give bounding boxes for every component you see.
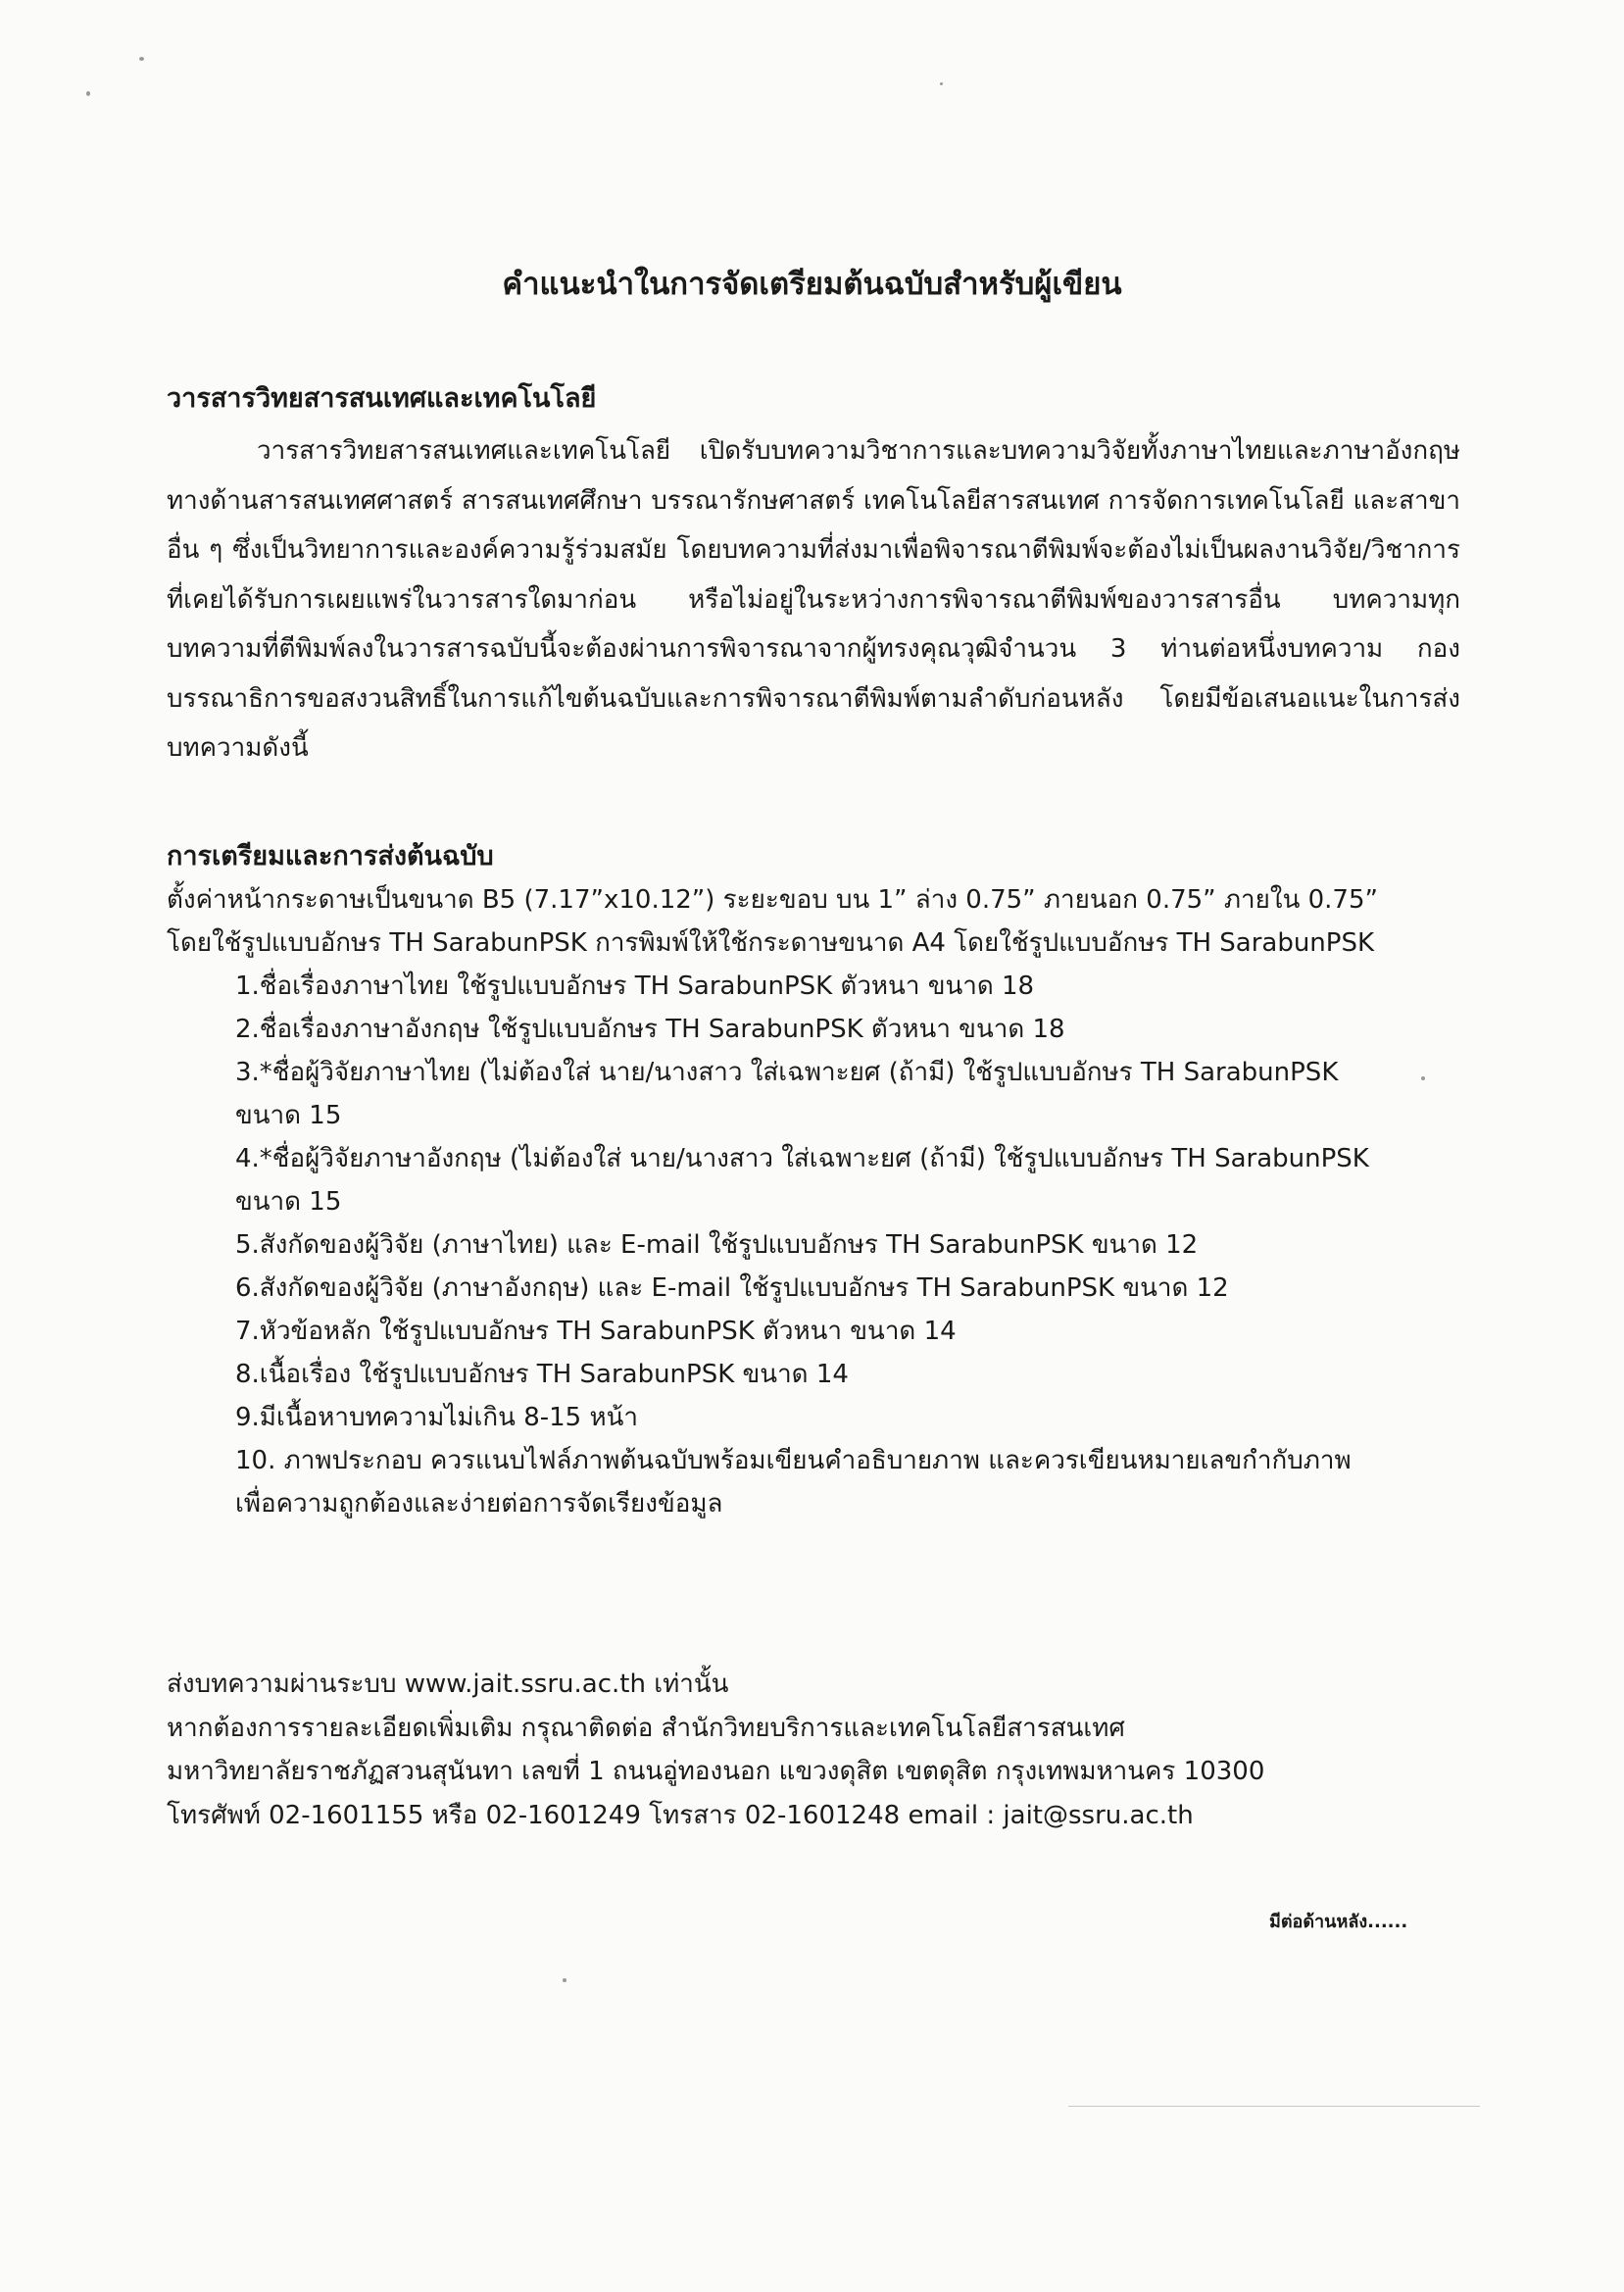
list-item-text: 7.หัวข้อหลัก ใช้รูปแบบอักษร TH SarabunPSK ตัวหนา ขนาด 14	[235, 1317, 957, 1346]
scan-speck	[940, 82, 943, 85]
list-item	[167, 1353, 1460, 1396]
submission-line: ส่งบทความผ่านระบบ www.jait.ssru.ac.th เท่านั้น	[167, 1669, 729, 1699]
preparation-heading: การเตรียมและการส่งต้นฉบับ	[167, 841, 494, 872]
list-item	[167, 1396, 1460, 1439]
list-item-text: 1.ชื่อเรื่องภาษาไทย ใช้รูปแบบอักษร TH SarabunPSK ตัวหนา ขนาด 18	[235, 972, 1035, 1001]
list-item-text: 4.*ชื่อผู้วิจัยภาษาอังกฤษ (ไม่ต้องใส่ นาย/นางสาว ใส่เฉพาะยศ (ถ้ามี) ใช้รูปแบบอักษร TH SarabunPSK	[235, 1144, 1369, 1173]
scan-speck	[139, 57, 144, 61]
contact-line: หากต้องการรายละเอียดเพิ่มเติม กรุณาติดต่อ สำนักวิทยบริการและเทคโนโลยีสารสนเทศ	[167, 1713, 1125, 1743]
preparation-intro-line2: โดยใช้รูปแบบอักษร TH SarabunPSK การพิมพ์ให้ใช้กระดาษขนาด A4 โดยใช้รูปแบบอักษร TH SarabunPSK	[167, 928, 1375, 958]
scan-speck	[86, 91, 90, 96]
list-item-continuation: ขนาด 15	[235, 1187, 342, 1217]
address-line: มหาวิทยาลัยราชภัฏสวนสุนันทา เลขที่ 1 ถนนอู่ทองนอก แขวงดุสิต เขตดุสิต กรุงเทพมหานคร 10300	[167, 1757, 1265, 1786]
journal-section	[167, 377, 1460, 773]
list-item	[167, 1008, 1460, 1051]
list-item-continuation: เพื่อความถูกต้องและง่ายต่อการจัดเรียงข้อมูล	[235, 1489, 723, 1519]
preparation-section	[167, 835, 1460, 1525]
journal-heading: วารสารวิทยสารสนเทศและเทคโนโลยี	[167, 383, 597, 414]
requirements-list	[167, 965, 1460, 1525]
list-item	[167, 1137, 1460, 1223]
contact-block	[167, 1663, 1460, 1837]
list-item-text: 3.*ชื่อผู้วิจัยภาษาไทย (ไม่ต้องใส่ นาย/นางสาว ใส่เฉพาะยศ (ถ้ามี) ใช้รูปแบบอักษร TH SarabunPSK	[235, 1058, 1339, 1087]
list-item	[167, 965, 1460, 1008]
preparation-intro-line1: ตั้งค่าหน้ากระดาษเป็นขนาด B5 (7.17”x10.12”) ระยะขอบ บน 1” ล่าง 0.75” ภายนอก 0.75” ภายใน 0.75”	[167, 885, 1378, 915]
journal-paragraph: วารสารวิทยสารสนเทศและเทคโนโลยี เปิดรับบทความวิชาการและบทความวิจัยทั้งภาษาไทยและภาษาอังกฤษ ทางด้านสารสนเทศศาสตร์ สารสนเทศศึกษา บรรณารักษศาสตร์ เทคโนโลยีสารสนเทศ การจัดการเทคโนโลยี และสาขาอื่น ๆ ซึ่งเป็นวิทยาการและองค์ความรู้ร่วมสมัย โดยบทความที่ส่งมาเพื่อพิจารณาตีพิมพ์จะต้องไม่เป็นผลงานวิจัย/วิชาการที่เคยได้รับการเผยแพร่ในวารสารใดมาก่อน หรือไม่อยู่ในระหว่างการพิจารณาตีพิมพ์ของวารสารอื่น บทความทุกบทความที่ตีพิมพ์ลงในวารสารฉบับนี้จะต้องผ่านการพิจารณาจากผู้ทรงคุณวุฒิจำนวน 3 ท่านต่อหนึ่งบทความ กองบรรณาธิการขอสงวนสิทธิ์ในการแก้ไขต้นฉบับและการพิจารณาตีพิมพ์ตามลำดับก่อนหลัง โดยมีข้อเสนอแนะในการส่งบทความดังนี้	[167, 436, 1460, 763]
phone-email-line: โทรศัพท์ 02-1601155 หรือ 02-1601249 โทรสาร 02-1601248 email : jait@ssru.ac.th	[167, 1800, 1194, 1830]
continued-note: มีต่อด้านหลัง......	[1269, 1912, 1408, 1932]
scan-line	[1068, 2106, 1480, 2107]
list-item	[167, 1310, 1460, 1353]
list-item-text: 10. ภาพประกอบ ควรแนบไฟล์ภาพต้นฉบับพร้อมเขียนคำอธิบายภาพ และควรเขียนหมายเลขกำกับภาพ	[235, 1446, 1352, 1475]
scan-speck	[563, 1978, 566, 1982]
list-item	[167, 1267, 1460, 1310]
list-item	[167, 1051, 1460, 1137]
list-item-continuation: ขนาด 15	[235, 1101, 342, 1130]
list-item-text: 6.สังกัดของผู้วิจัย (ภาษาอังกฤษ) และ E-mail ใช้รูปแบบอักษร TH SarabunPSK ขนาด 12	[235, 1273, 1229, 1303]
page-title: คำแนะนำในการจัดเตรียมต้นฉบับสำหรับผู้เขียน	[502, 267, 1122, 302]
list-item-text: 5.สังกัดของผู้วิจัย (ภาษาไทย) และ E-mail ใช้รูปแบบอักษร TH SarabunPSK ขนาด 12	[235, 1230, 1199, 1260]
list-item	[167, 1439, 1460, 1525]
list-item-text: 8.เนื้อเรื่อง ใช้รูปแบบอักษร TH SarabunPSK ขนาด 14	[235, 1360, 849, 1389]
list-item-text: 2.ชื่อเรื่องภาษาอังกฤษ ใช้รูปแบบอักษร TH SarabunPSK ตัวหนา ขนาด 18	[235, 1015, 1065, 1044]
list-item	[167, 1223, 1460, 1267]
list-item-text: 9.มีเนื้อหาบทความไม่เกิน 8-15 หน้า	[235, 1403, 638, 1432]
